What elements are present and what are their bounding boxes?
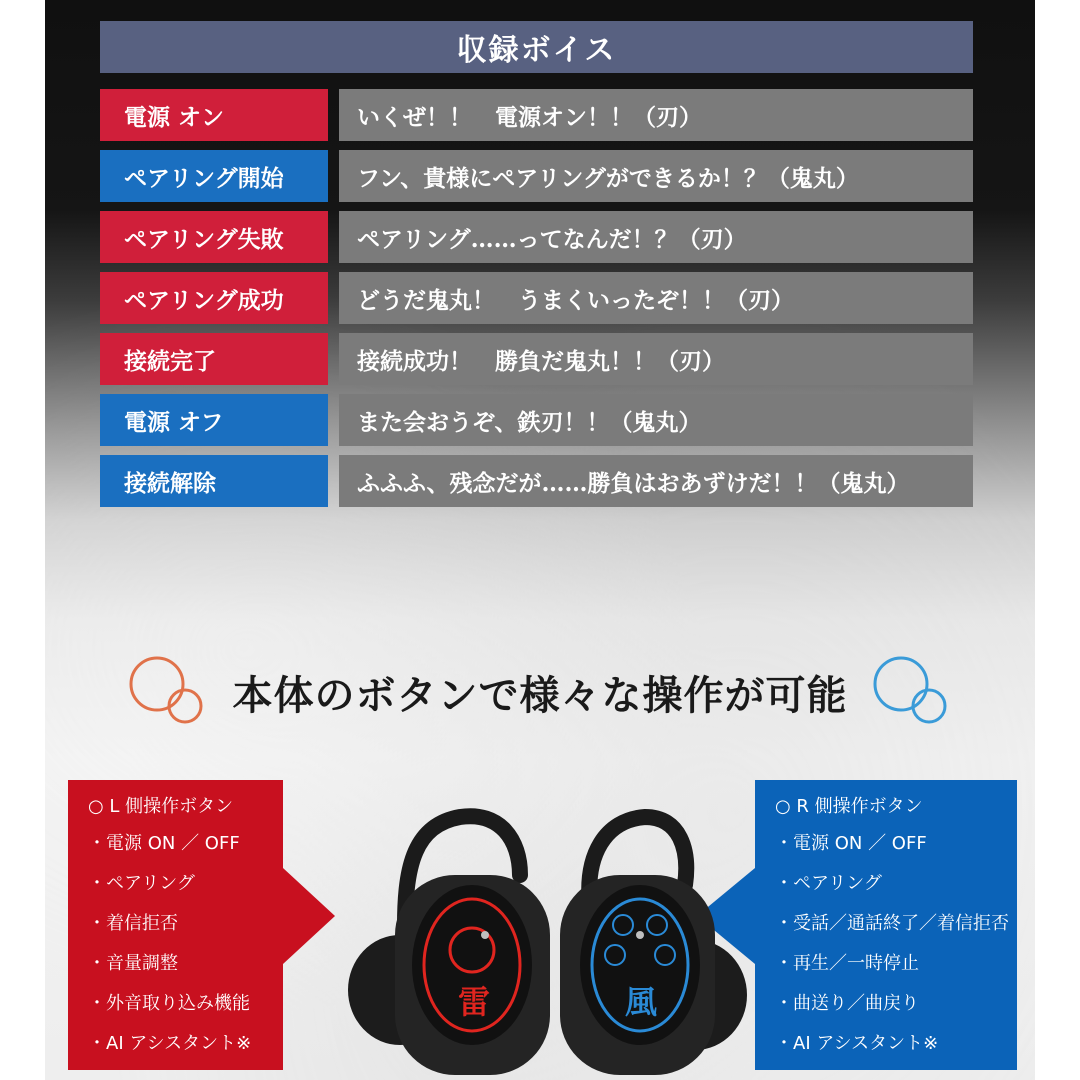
left-feature-list xyxy=(88,832,251,1072)
voice-line: どうだ鬼丸！ うまくいったぞ！！（刃） xyxy=(339,272,973,324)
left-emblem: 雷 xyxy=(458,983,491,1021)
blue-circles-icon xyxy=(871,650,951,730)
list-item: ・ペアリング xyxy=(775,873,882,894)
list-item: ・曲送り／曲戻り xyxy=(775,993,919,1014)
voice-event-label: 電源 オフ xyxy=(100,394,328,446)
right-feature-list xyxy=(775,832,1009,1072)
list-item: ・AI アシスタント※ xyxy=(88,1033,252,1054)
voice-row xyxy=(100,333,973,385)
list-item: ・ペアリング xyxy=(88,873,195,894)
right-emblem: 風 xyxy=(625,983,658,1021)
left-earbud xyxy=(348,816,550,1075)
list-item: ・再生／一時停止 xyxy=(775,953,919,974)
left-button-panel xyxy=(68,780,283,1070)
list-item: ・電源 ON ／ OFF xyxy=(775,833,927,854)
voice-section-header: 収録ボイス xyxy=(100,21,973,73)
voice-line: ふふふ、残念だが……勝負はおあずけだ！！（鬼丸） xyxy=(339,455,973,507)
voice-line: フン、貴様にペアリングができるか！？（鬼丸） xyxy=(339,150,973,202)
left-panel-title: ○ L 側操作ボタン xyxy=(88,796,234,817)
left-pointer xyxy=(283,868,335,964)
voice-event-label: 接続完了 xyxy=(100,333,328,385)
list-item: ・音量調整 xyxy=(88,953,178,974)
orange-circles-icon xyxy=(127,650,207,730)
voice-line: ペアリング……ってなんだ！？（刃） xyxy=(339,211,973,263)
right-button-panel xyxy=(755,780,1017,1070)
voice-row xyxy=(100,394,973,446)
voice-line: いくぜ！！ 電源オン！！（刃） xyxy=(339,89,973,141)
list-item: ・AI アシスタント※ xyxy=(775,1033,939,1054)
voice-line: また会おうぞ、鉄刃！！（鬼丸） xyxy=(339,394,973,446)
voice-row xyxy=(100,150,973,202)
right-earbud xyxy=(560,817,747,1075)
voice-line: 接続成功！ 勝負だ鬼丸！！（刃） xyxy=(339,333,973,385)
list-item: ・電源 ON ／ OFF xyxy=(88,833,240,854)
right-panel-title: ○ R 側操作ボタン xyxy=(775,796,923,817)
voice-event-label: ペアリング失敗 xyxy=(100,211,328,263)
voice-event-label: ペアリング開始 xyxy=(100,150,328,202)
voice-event-label: 接続解除 xyxy=(100,455,328,507)
voice-event-label: ペアリング成功 xyxy=(100,272,328,324)
voice-row xyxy=(100,272,973,324)
voice-row xyxy=(100,89,973,141)
list-item: ・外音取り込み機能 xyxy=(88,993,250,1014)
voice-event-label: 電源 オン xyxy=(100,89,328,141)
earbuds-image xyxy=(335,795,755,1080)
voice-row xyxy=(100,211,973,263)
section-title: 本体のボタンで様々な操作が可能 xyxy=(232,672,848,719)
voice-row xyxy=(100,455,973,507)
product-page xyxy=(45,0,1035,1080)
list-item: ・着信拒否 xyxy=(88,913,178,934)
list-item: ・受話／通話終了／着信拒否 xyxy=(775,913,1009,934)
